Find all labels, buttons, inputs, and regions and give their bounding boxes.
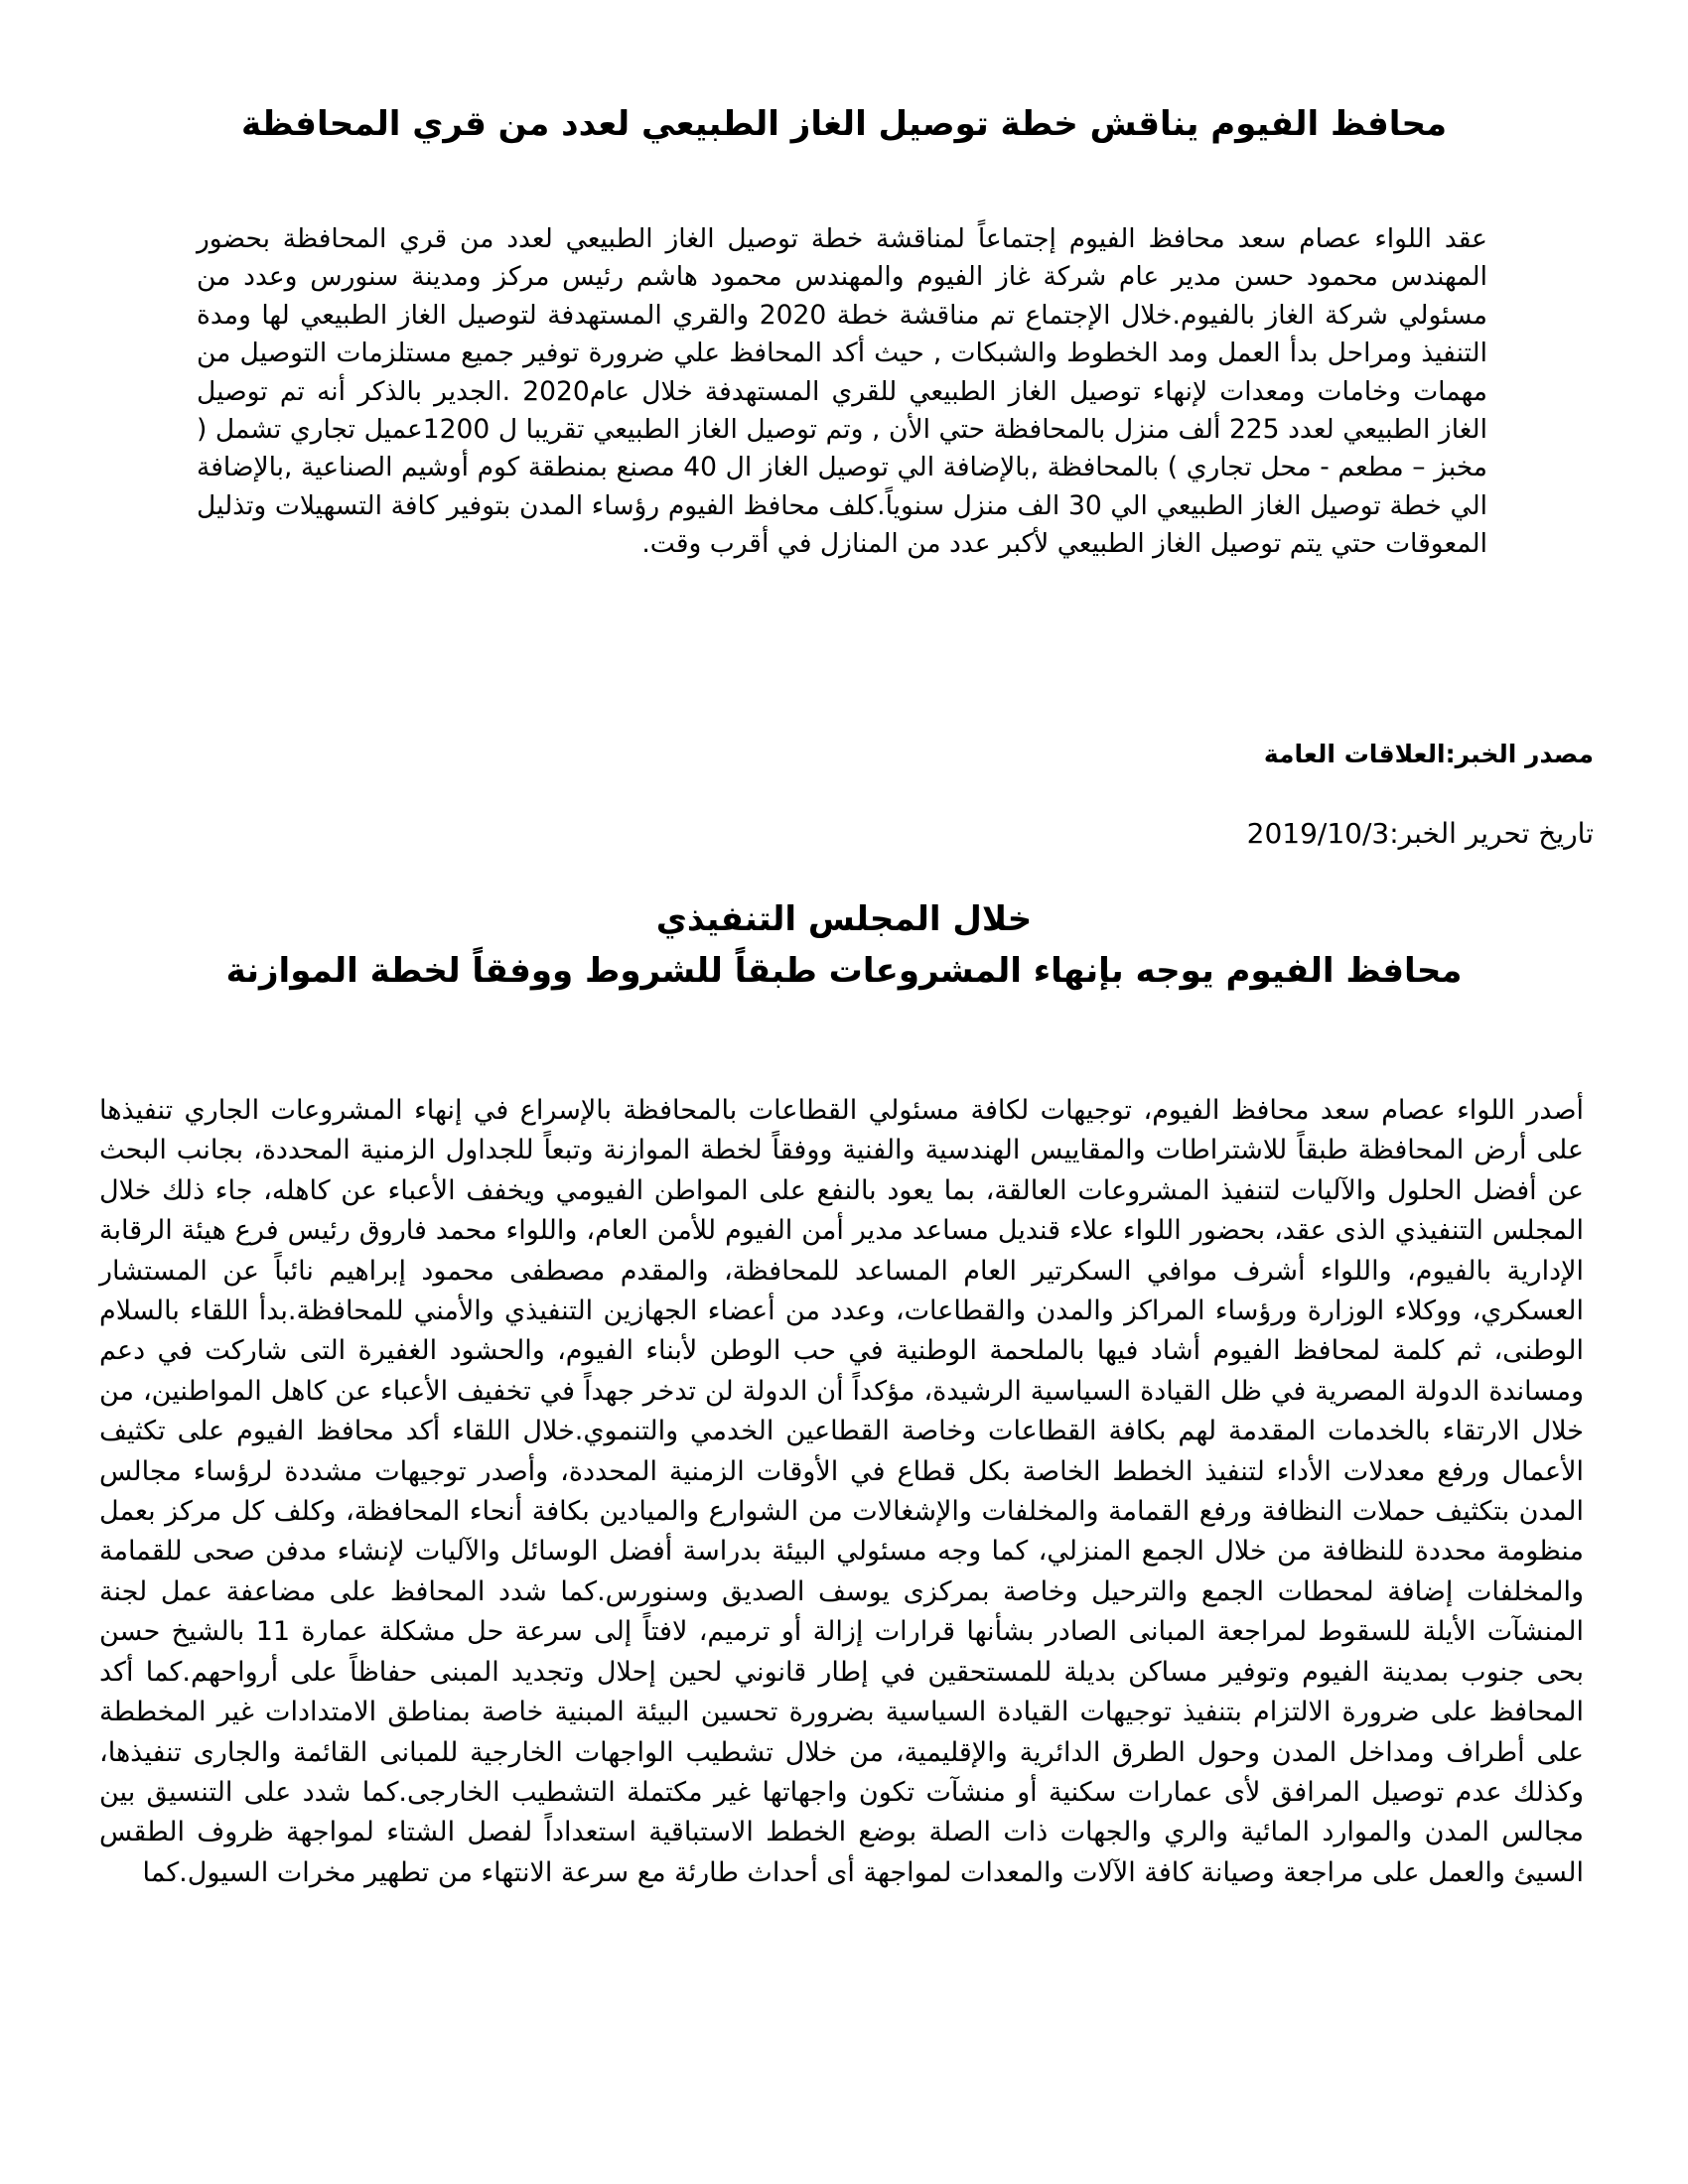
news2-body: أصدر اللواء عصام سعد محافظ الفيوم، توجيهات لكافة مسئولي القطاعات بالمحافظة بالإسراع في إنهاء المشروعات الجاري تنفيذها على أرض المحافظة طبقاً للاشتراطات والمقاييس الهندسية والفنية ووفقاً لخطة الموازنة وتبعاً للجداول الزمنية المحددة، بجانب البحث عن أفضل الحلول والآليات لتنفيذ المشروعات العالقة، بما يعود بالنفع على المواطن الفيومي ويخفف الأعباء عن كاهله، جاء ذلك خلال المجلس التنفيذي الذى عقد، بحضور اللواء علاء قنديل مساعد مدير أمن الفيوم للأمن العام، واللواء محمد فاروق رئيس فرع هيئة الرقابة الإدارية بالفيوم، واللواء أشرف موافي السكرتير العام المساعد للمحافظة، والمقدم مصطفى محمود إبراهيم نائباً عن المستشار العسكري، ووكلاء الوزارة ورؤساء المراكز والمدن والقطاعات، وعدد من أعضاء الجهازين التنفيذي والأمني للمحافظة.بدأ اللقاء بالسلام الوطنى، ثم كلمة لمحافظ الفيوم أشاد فيها بالملحمة الوطنية في حب الوطن لأبناء الفيوم، والحشود الغفيرة التى شاركت في دعم ومساندة الدولة المصرية في ظل القيادة السياسية الرشيدة، مؤكداً أن الدولة لن تدخر جهداً في تخفيف الأعباء عن كاهل المواطنين، من خلال الارتقاء بالخدمات المقدمة لهم بكافة القطاعات وخاصة القطاعين الخدمي والتنموي.خلال اللقاء أكد محافظ الفيوم على تكثيف الأعمال ورفع معدلات الأداء لتنفيذ الخطط الخاصة بكل قطاع في الأوقات الزمنية المحددة، وأصدر توجيهات مشددة لرؤساء مجالس المدن بتكثيف حملات النظافة ورفع القمامة والمخلفات والإشغالات من الشوارع والميادين بكافة أنحاء المحافظة، وكلف كل مركز بعمل منظومة محددة للنظافة من خلال الجمع المنزلي، كما وجه مسئولي البيئة بدراسة أفضل الوسائل والآليات لإنشاء مدفن صحى للقمامة والمخلفات إضافة لمحطات الجمع والترحيل وخاصة بمركزى يوسف الصديق وسنورس.كما شدد المحافظ على مضاعفة عمل لجنة المنشآت الأيلة للسقوط لمراجعة المبانى الصادر بشأنها قرارات إزالة أو ترميم، لافتاً إلى سرعة حل مشكلة عمارة 11 بالشيخ حسن بحى جنوب بمدينة الفيوم وتوفير مساكن بديلة للمستحقين في إطار قانوني لحين إحلال وتجديد المبنى حفاظاً على أرواحهم.كما أكد المحافظ على ضرورة الالتزام بتنفيذ توجيهات القيادة السياسية بضرورة تحسين البيئة المبنية خاصة بمناطق الامتدادات غير المخططة على أطراف ومداخل المدن وحول الطرق الدائرية والإقليمية، من خلال تشطيب الواجهات الخارجية للمبانى القائمة والجارى تنفيذها، وكذلك عدم توصيل المرافق لأى عمارات سكنية أو منشآت تكون واجهاتها غير مكتملة التشطيب الخارجى.كما شدد على التنسيق بين مجالس المدن والموارد المائية والري والجهات ذات الصلة بوضع الخطط الاستباقية استعداداً لفصل الشتاء لمواجهة ظروف الطقس السيئ والعمل على مراجعة وصيانة كافة الآلات والمعدات لمواجهة أى أحداث طارئة مع سرعة الانتهاء من تطهير مخرات السيول.كما (99, 1095, 1584, 1888)
news1-date: تاريخ تحرير الخبر:2019/10/3 (1246, 817, 1594, 850)
news1-title: محافظ الفيوم يناقش خطة توصيل الغاز الطبيعي لعدد من قري المحافظة (240, 104, 1448, 144)
news1-source: مصدر الخبر:العلاقات العامة (1263, 740, 1594, 768)
news2-title: محافظ الفيوم يوجه بإنهاء المشروعات طبقاً للشروط ووفقاً لخطة الموازنة (225, 951, 1463, 991)
news2-heading (149, 893, 1539, 997)
news1-body: عقد اللواء عصام سعد محافظ الفيوم إجتماعاً لمناقشة خطة توصيل الغاز الطبيعي لعدد من قري المحافظة بحضور المهندس محمود حسن مدير عام شركة غاز الفيوم والمهندس محمود هاشم رئيس مركز ومدينة سنورس وعدد من مسئولي شركة الغاز بالفيوم.خلال الإجتماع تم مناقشة خطة 2020 والقري المستهدفة لتوصيل الغاز الطبيعي لها ومدة التنفيذ ومراحل بدأ العمل ومد الخطوط والشبكات , حيث أكد المحافظ علي ضرورة توفير جميع مستلزمات التوصيل من مهمات وخامات ومعدات لإنهاء توصيل الغاز الطبيعي للقري المستهدفة خلال عام2020 .الجدير بالذكر أنه تم توصيل الغاز الطبيعي لعدد 225 ألف منزل بالمحافظة حتي الأن , وتم توصيل الغاز الطبيعي تقريبا ل 1200عميل تجاري تشمل ( مخبز – مطعم - محل تجاري ) بالمحافظة ,بالإضافة الي توصيل الغاز ال 40 مصنع بمنطقة كوم أوشيم الصناعية ,بالإضافة الي خطة توصيل الغاز الطبيعي الي 30 الف منزل سنوياً.كلف محافظ الفيوم رؤساء المدن بتوفير كافة التسهيلات وتذليل المعوقات حتي يتم توصيل الغاز الطبيعي لأكبر عدد من المنازل في أقرب وقت. (197, 223, 1488, 560)
news2-kicker: خلال المجلس التنفيذي (655, 899, 1033, 939)
